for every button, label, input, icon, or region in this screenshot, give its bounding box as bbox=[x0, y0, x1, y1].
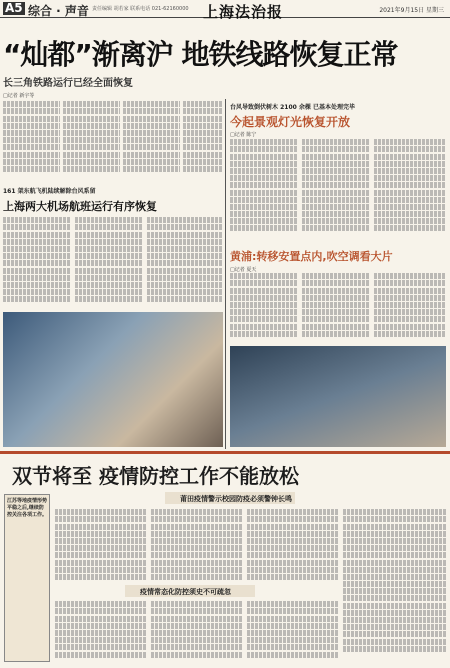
article-column bbox=[75, 216, 143, 308]
article-column bbox=[151, 600, 243, 662]
article-column bbox=[230, 272, 298, 342]
issue-date: 2021年9月15日 星期三 bbox=[379, 7, 444, 14]
newspaper-masthead: 上海法治报 bbox=[203, 3, 284, 21]
main-subhead: 长三角铁路运行已经全面恢复 bbox=[3, 78, 133, 89]
shelter-photo bbox=[230, 346, 446, 447]
page-header bbox=[0, 0, 450, 21]
story1-title: 莆田疫情警示校园防疫必须警钟长鸣 bbox=[180, 495, 292, 503]
section-divider bbox=[0, 451, 450, 454]
article-column bbox=[302, 272, 370, 342]
column-divider bbox=[225, 99, 226, 449]
editor-note-text: 江苏等地疫情形势平稳之后,继续防控关注各项工作。 bbox=[7, 498, 48, 518]
airport-kicker: 161 架东航飞机陆续解除台风系留 bbox=[3, 188, 96, 195]
lights-kicker: 台风导致倒伏树木 2100 余棵 已基本处理完毕 bbox=[230, 104, 355, 111]
article-column bbox=[230, 138, 298, 238]
main-headline: “灿都”渐离沪 地铁线路恢复正常 bbox=[3, 38, 398, 71]
editor-note-box bbox=[4, 494, 50, 662]
article-column bbox=[374, 138, 446, 238]
article-column bbox=[247, 508, 339, 580]
article-column bbox=[147, 216, 223, 308]
page-number: A5 bbox=[5, 1, 23, 15]
lights-headline: 今起景观灯光恢复开放 bbox=[230, 115, 351, 129]
article-column bbox=[63, 100, 120, 180]
lights-byline: □记者 陈宁 bbox=[230, 132, 257, 138]
article-column bbox=[302, 138, 370, 238]
edit-info: 责任编辑 胡若家 联系电话 021-62160000 bbox=[92, 6, 189, 12]
story2-title: 疫情常态化防控须史不可疏忽 bbox=[140, 588, 231, 596]
airport-headline: 上海两大机场航班运行有序恢复 bbox=[3, 200, 157, 213]
section-title: 综合 · 声音 bbox=[28, 4, 89, 18]
shelter-headline: 黄浦:转移安置点内,吹空调看大片 bbox=[230, 250, 393, 263]
article-column bbox=[151, 508, 243, 580]
article-column bbox=[123, 100, 180, 180]
article-column bbox=[3, 100, 60, 180]
article-column bbox=[183, 100, 223, 180]
article-column bbox=[55, 508, 147, 580]
bottom-headline: 双节将至 疫情防控工作不能放松 bbox=[12, 464, 299, 488]
airport-photo bbox=[3, 312, 223, 447]
article-column bbox=[374, 272, 446, 342]
article-column bbox=[55, 600, 147, 662]
article-column bbox=[343, 508, 446, 660]
main-byline: □记者 新宇等 bbox=[3, 93, 35, 99]
article-column bbox=[3, 216, 71, 308]
shelter-byline: □记者 夏天 bbox=[230, 267, 257, 273]
article-column bbox=[247, 600, 339, 662]
